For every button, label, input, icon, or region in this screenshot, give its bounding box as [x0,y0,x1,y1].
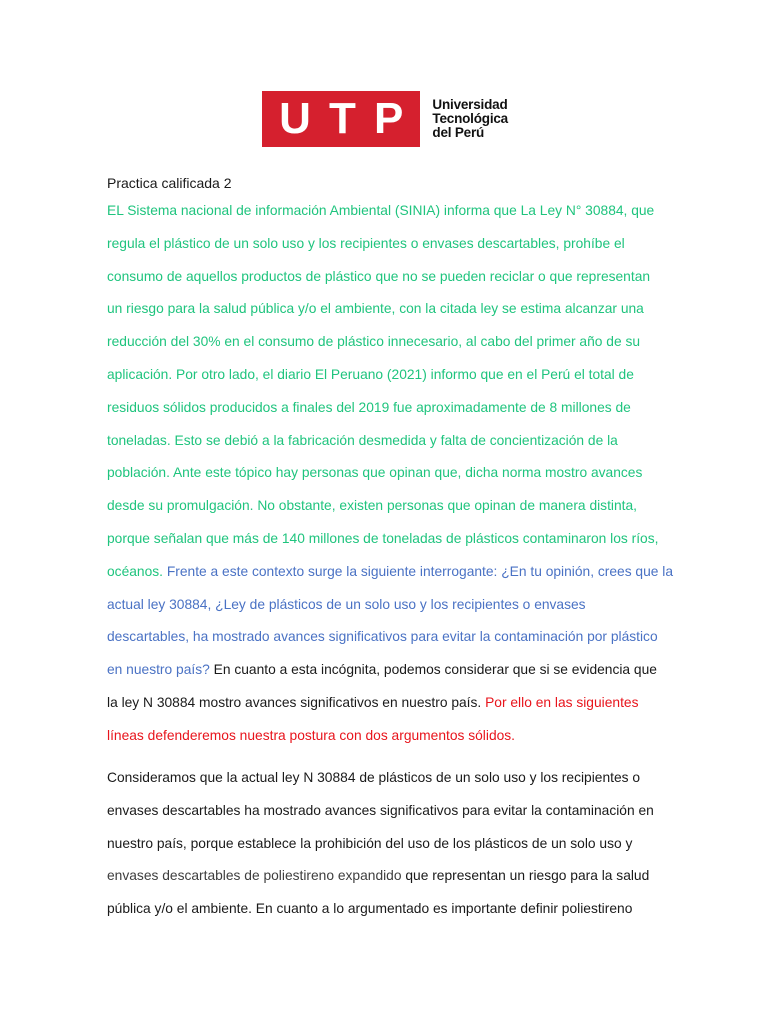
arg-line-3: nuestro país, porque establece la prohibición del uso de los plásticos de un solo uso y [107,835,633,851]
logo-letter-t: T [328,94,356,143]
arg-line-4-rest: que representan un riesgo para la salud [401,868,650,884]
logo-letter-p: P [373,94,404,143]
logo-line-3: del Perú [432,125,485,140]
intro-line-8: toneladas. Esto se debió a la fabricación desmedida y falta de concientización de la [107,432,618,448]
paragraph-introduction [107,195,674,753]
intro-line-1: EL Sistema nacional de información Ambiental (SINIA) informa que La Ley N° 30884, que [107,203,655,218]
arg-line-1: Consideramos que la actual ley N 30884 de plásticos de un solo uso y los recipientes o [107,770,641,785]
logo-line-1: Universidad [432,97,508,112]
intro-line-3: consumo de aquellos productos de plástico que no se pueden reciclar o que representan [107,268,651,284]
intro-line-2: regula el plástico de un solo uso y los recipientes o envases descartables, prohíbe el [107,235,625,251]
intro-line-14: descartables, ha mostrado avances significativos para evitar la contaminación por plástico [107,629,658,645]
intro-line-6: aplicación. Por otro lado, el diario El Peruano (2021) informo que en el Perú el total de [107,366,634,382]
intro-line-5: reducción del 30% en el consumo de plástico innecesario, al cabo del primer año de su [107,334,641,350]
intro-line-4: un riesgo para la salud pública y/o el ambiente, con la citada ley se estima alcanzar una [107,301,644,317]
intro-line-15-question: en nuestro país? [107,662,210,678]
logo-line-2: Tecnológica [432,111,508,126]
intro-line-15 [107,654,667,687]
arg-line-4-term: envases descartables de poliestireno expandido [107,868,402,884]
document-title: Practica calificada 2 [107,175,232,191]
intro-line-17: líneas defenderemos nuestra postura con dos argumentos sólidos. [107,727,516,743]
intro-line-16 [107,687,667,720]
intro-line-9: población. Ante este tópico hay personas que opinan que, dicha norma mostro avances [107,465,643,481]
logo-red-box [262,91,420,147]
arg-line-5: pública y/o el ambiente. En cuanto a lo argumentado es importante definir poliestireno [107,901,633,917]
intro-line-10: desde su promulgación. No obstante, existen personas que opinan de manera distinta, [107,498,637,514]
utp-logo [262,91,508,147]
logo-letter-u: U [279,94,311,143]
intro-line-12-question: Frente a este contexto surge la siguiente interrogante: ¿En tu opinión, crees que la [163,563,674,579]
logo-university-name [432,98,508,140]
intro-line-13: actual ley 30884, ¿Ley de plásticos de un solo uso y los recipientes o envases [107,596,586,612]
intro-line-16-announcement: Por ello en las siguientes [481,694,639,710]
intro-line-12 [107,556,674,589]
arg-line-4 [107,860,667,893]
intro-line-12-context: océanos. [107,563,163,579]
intro-line-11: porque señalan que más de 140 millones de toneladas de plásticos contaminaron los ríos, [107,530,659,546]
paragraph-first-argument [107,762,667,926]
intro-line-7: residuos sólidos producidos a finales del 2019 fue aproximadamente de 8 millones de [107,399,631,415]
arg-line-2: envases descartables ha mostrado avances significativos para evitar la contaminación en [107,802,654,818]
intro-line-16-thesis: la ley N 30884 mostro avances significativos en nuestro país. [107,694,482,710]
intro-line-15-thesis: En cuanto a esta incógnita, podemos considerar que si se evidencia que [209,662,657,678]
